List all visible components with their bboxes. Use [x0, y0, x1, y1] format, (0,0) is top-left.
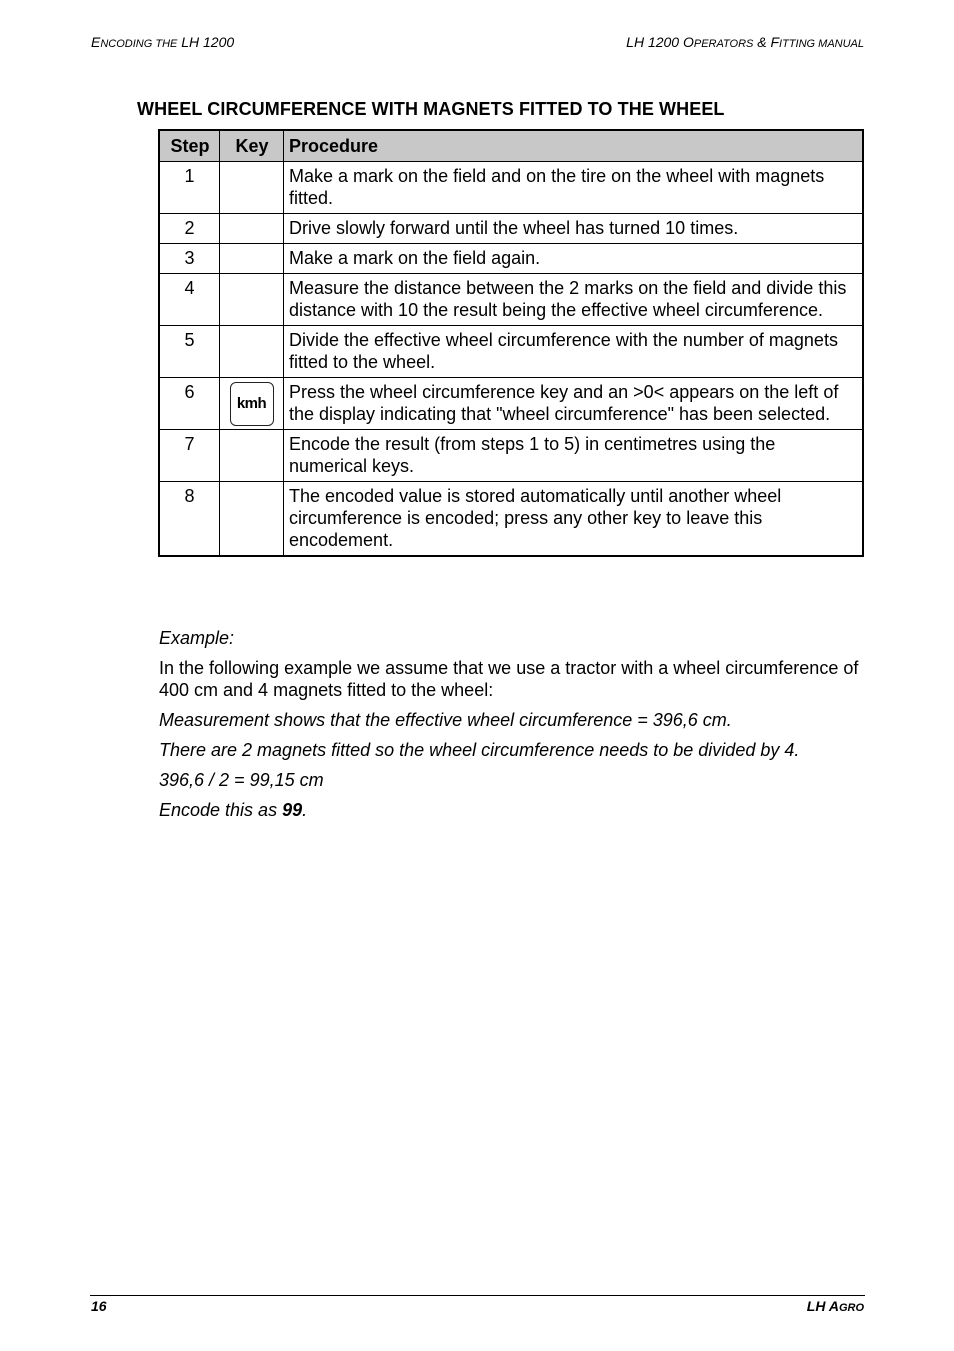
procedure-text: Drive slowly forward until the wheel has turned 10 times.: [284, 214, 864, 244]
key-cell: [220, 162, 284, 214]
footer-brand: LH AGRO: [806, 1298, 864, 1314]
key-cell: [220, 378, 284, 430]
section-title: WHEEL CIRCUMFERENCE WITH MAGNETS FITTED TO THE WHEEL: [137, 99, 725, 119]
encode-value: 99: [282, 800, 303, 820]
footer-divider: [90, 1295, 865, 1296]
table-row: [159, 430, 863, 482]
procedure-text: Make a mark on the field again.: [284, 244, 864, 274]
header-step: Step: [159, 130, 220, 162]
table-row: [159, 482, 863, 557]
header-procedure: Procedure: [284, 130, 864, 162]
step-number: 2: [159, 214, 220, 244]
step-number: 3: [159, 244, 220, 274]
step-number: 5: [159, 326, 220, 378]
table-row: [159, 378, 863, 430]
key-cell: [220, 482, 284, 557]
example-intro: In the following example we assume that we use a tractor with a wheel circumference of 400 cm and 4 magnets fitted to the wheel:: [159, 658, 859, 700]
table-row: [159, 214, 863, 244]
procedure-text: The encoded value is stored automatically until another wheel circumference is encoded; press any other key to leave this encodement.: [284, 482, 864, 557]
step-number: 7: [159, 430, 220, 482]
header-key: Key: [220, 130, 284, 162]
table-row: [159, 162, 863, 214]
procedure-text: Press the wheel circumference key and an >0< appears on the left of the display indicating that "wheel circumference" has been selected.: [284, 378, 864, 430]
example-section: [159, 627, 869, 829]
table-row: [159, 244, 863, 274]
kmh-key-icon: kmh: [230, 382, 274, 426]
key-cell: [220, 326, 284, 378]
table-row: [159, 326, 863, 378]
table-row: [159, 274, 863, 326]
header-chapter-title: ENCODING THE LH 1200: [91, 34, 235, 50]
example-calculation: 396,6 / 2 = 99,15 cm: [159, 770, 324, 790]
key-cell: [220, 244, 284, 274]
step-number: 8: [159, 482, 220, 557]
example-magnets: There are 2 magnets fitted so the wheel circumference needs to be divided by 4.: [159, 740, 800, 760]
header-manual-title: LH 1200 OPERATORS & FITTING MANUAL: [626, 34, 864, 50]
key-cell: [220, 430, 284, 482]
step-number: 1: [159, 162, 220, 214]
procedure-table: [158, 129, 864, 557]
procedure-text: Encode the result (from steps 1 to 5) in centimetres using the numerical keys.: [284, 430, 864, 482]
page-number: 16: [91, 1298, 107, 1314]
example-label: Example:: [159, 628, 235, 648]
key-cell: [220, 214, 284, 244]
table-header-row: [159, 130, 863, 162]
step-number: 4: [159, 274, 220, 326]
procedure-text: Divide the effective wheel circumference with the number of magnets fitted to the wheel.: [284, 326, 864, 378]
key-cell: [220, 274, 284, 326]
example-encode: Encode this as 99.: [159, 800, 308, 820]
step-number: 6: [159, 378, 220, 430]
procedure-text: Make a mark on the field and on the tire on the wheel with magnets fitted.: [284, 162, 864, 214]
example-measurement: Measurement shows that the effective wheel circumference = 396,6 cm.: [159, 710, 732, 730]
procedure-text: Measure the distance between the 2 marks on the field and divide this distance with 10 the result being the effective wheel circumference.: [284, 274, 864, 326]
